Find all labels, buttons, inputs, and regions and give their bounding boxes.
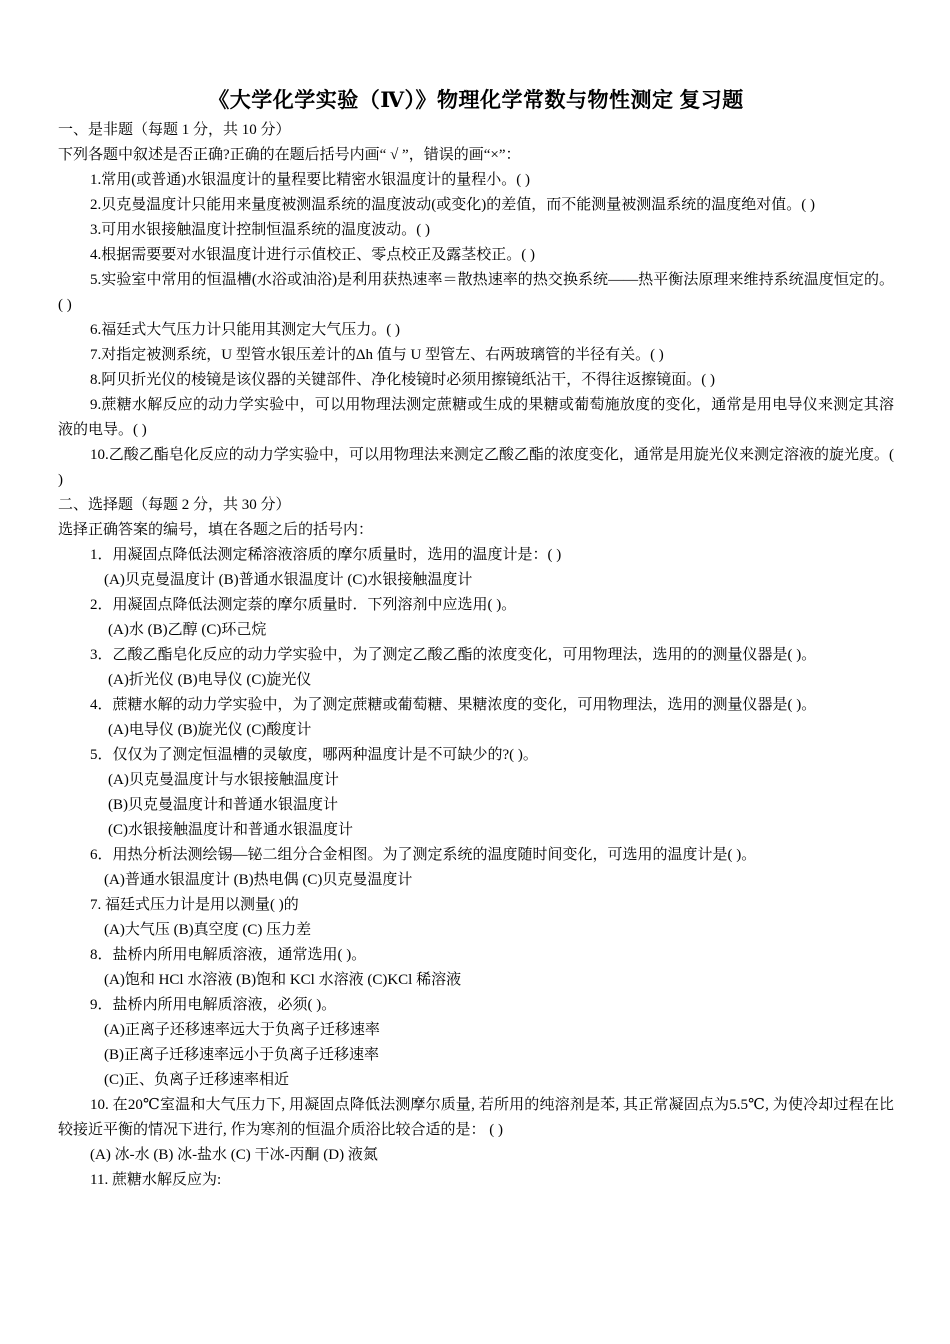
question-item: 9.蔗糖水解反应的动力学实验中，可以用物理法测定蔗糖或生成的果糖或葡萄施放度的变化，通常是用电导仪来测定其溶液的电导。( ) — [58, 397, 894, 438]
question-options: (A)大气压 (B)真空度 (C) 压力差 — [104, 922, 312, 938]
question-stem: 3．乙酸乙酯皂化反应的动力学实验中，为了测定乙酸乙酯的浓度变化，可用物理法，选用的的测量仪器是( )。 — [90, 647, 817, 663]
question-stem: 2．用凝固点降低法测定萘的摩尔质量时．下列溶剂中应选用( )。 — [90, 597, 517, 613]
question-options: (A)普通水银温度计 (B)热电偶 (C)贝克曼温度计 — [104, 872, 413, 888]
question-stem: 1．用凝固点降低法测定稀溶液溶质的摩尔质量时，选用的温度计是：( ) — [90, 547, 562, 563]
question-stem: 5．仅仅为了测定恒温槽的灵敏度，哪两种温度计是不可缺少的?( )。 — [90, 747, 538, 763]
document-page — [58, 86, 894, 1193]
question-option: (A)贝克曼温度计与水银接触温度计 — [108, 772, 339, 788]
question-item: 10.乙酸乙酯皂化反应的动力学实验中，可以用物理法来测定乙酸乙酯的浓度变化，通常是用旋光仪来测定溶液的旋光度。( ) — [58, 447, 894, 488]
question-option: (C)正、负离子迁移速率相近 — [104, 1072, 289, 1088]
question-item: 3.可用水银接触温度计控制恒温系统的温度波动。( ) — [90, 222, 430, 238]
question-stem: 7. 福廷式压力计是用以测量( )的 — [90, 897, 299, 913]
question-options: (A)折光仪 (B)电导仪 (C)旋光仪 — [108, 672, 312, 688]
question-stem: 8．盐桥内所用电解质溶液，通常选用( )。 — [90, 947, 367, 963]
question-options: (A) 冰-水 (B) 冰-盐水 (C) 干冰-丙酮 (D) 液氮 — [90, 1147, 378, 1163]
question-item: 6.福廷式大气压力计只能用其测定大气压力。( ) — [90, 322, 400, 338]
question-options: (A)水 (B)乙醇 (C)环己烷 — [108, 622, 267, 638]
question-item: 8.阿贝折光仪的棱镜是该仪器的关键部件、净化棱镜时必须用擦镜纸沾干，不得往返擦镜面。( ) — [90, 372, 715, 388]
question-option: (A)正离子还移速率远大于负离子迁移速率 — [104, 1022, 380, 1038]
question-item: 2.贝克曼温度计只能用来量度被测温系统的温度波动(或变化)的差值，而不能测量被测温系统的温度绝对值。( ) — [90, 197, 815, 213]
question-option: (C)水银接触温度计和普通水银温度计 — [108, 822, 353, 838]
question-stem: 9．盐桥内所用电解质溶液，必须( )。 — [90, 997, 337, 1013]
question-options: (A)饱和 HCl 水溶液 (B)饱和 KCl 水溶液 (C)KCl 稀溶液 — [104, 972, 462, 988]
question-item: 7.对指定被测系统，U 型管水银压差计的Δh 值与 U 型管左、右两玻璃管的半径有关。( ) — [90, 347, 664, 363]
section-heading: 二、选择题（每题 2 分，共 30 分） — [58, 497, 291, 513]
page-title: 《大学化学实验（Ⅳ）》物理化学常数与物性测定 复习题 — [208, 88, 744, 112]
question-item: 5.实验室中常用的恒温槽(水浴或油浴)是利用获热速率＝散热速率的热交换系统——热平衡法原理来维持系统温度恒定的。( ) — [58, 272, 894, 313]
section-heading: 一、是非题（每题 1 分，共 10 分） — [58, 122, 291, 138]
section-instruction: 下列各题中叙述是否正确?正确的在题后括号内画“ √ ”，错误的画“×”： — [58, 147, 521, 163]
question-stem: 10. 在20℃室温和大气压力下, 用凝固点降低法测摩尔质量, 若所用的纯溶剂是苯, 其正常凝固点为5.5℃, 为使冷却过程在比较接近平衡的情况下进行, 作为寒剂的恒温介质浴比较合适的是： ( ) — [58, 1097, 894, 1138]
question-stem: 4．蔗糖水解的动力学实验中，为了测定蔗糖或葡萄糖、果糖浓度的变化，可用物理法，选用的测量仪器是( )。 — [90, 697, 817, 713]
question-stem: 6．用热分析法测绘锡—铋二组分合金相图。为了测定系统的温度随时间变化，可选用的温度计是( )。 — [90, 847, 757, 863]
question-item: 1.常用(或普通)水银温度计的量程要比精密水银温度计的量程小。( ) — [90, 172, 530, 188]
question-option: (B)正离子迁移速率远小于负离子迁移速率 — [104, 1047, 379, 1063]
question-options: (A)贝克曼温度计 (B)普通水银温度计 (C)水银接触温度计 — [104, 572, 473, 588]
question-option: (B)贝克曼温度计和普通水银温度计 — [108, 797, 338, 813]
question-options: (A)电导仪 (B)旋光仪 (C)酸度计 — [108, 722, 312, 738]
question-stem: 11. 蔗糖水解反应为: — [90, 1172, 222, 1188]
section-instruction: 选择正确答案的编号，填在各题之后的括号内： — [58, 522, 374, 538]
question-item: 4.根据需要要对水银温度计进行示值校正、零点校正及露茎校正。( ) — [90, 247, 535, 263]
